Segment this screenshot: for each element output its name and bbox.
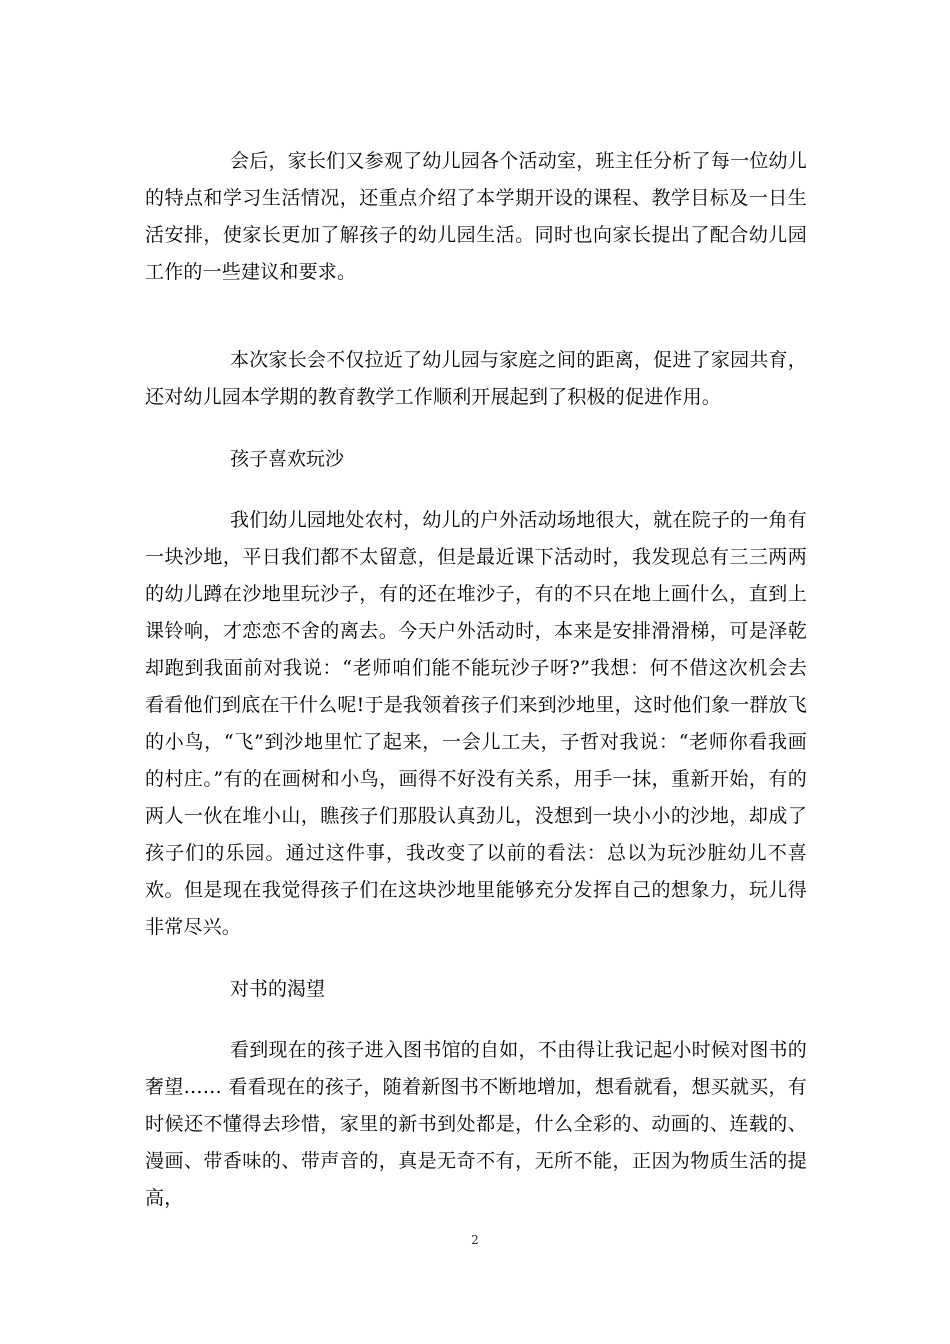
- paragraph-sand-play: 我们幼儿园地处农村，幼儿的户外活动场地很大，就在院子的一角有一块沙地，平日我们都不太留意，但是最近课下活动时，我发现总有三三两两的幼儿蹲在沙地里玩沙子，有的还在堆沙子，有的不只在地上画什么，直到上课铃响，才恋恋不舍的离去。今天户外活动时，本来是安排滑滑梯，可是泽乾却跑到我面前对我说：“老师咱们能不能玩沙子呀?”我想：何不借这次机会去看看他们到底在干什么呢!于是我领着孩子们来到沙地里，这时他们象一群放飞的小鸟，“飞”到沙地里忙了起来，一会儿工夫，子哲对我说：“老师你看我画的村庄。”有的在画树和小鸟，画得不好没有关系，用手一抹，重新开始，有的两人一伙在堆小山，瞧孩子们那股认真劲儿，没想到一块小小的沙地，却成了孩子们的乐园。通过这件事，我改变了以前的看法：总以为玩沙脏幼儿不喜欢。但是现在我觉得孩子们在这块沙地里能够充分发挥自己的想象力，玩儿得非常尽兴。: [145, 509, 807, 938]
- paragraph-spacer: [145, 1008, 807, 1032]
- paragraph-book-desire: 看到现在的孩子进入图书馆的自如，不由得让我记起小时候对图书的奢望…… 看看现在的孩子，随着新图书不断地增加，想看就看，想买就买，有时候还不懂得去珍惜，家里的新书到处都是，什么全彩的、动画的、连载的、漫画、带香味的、带声音的，真是无奇不有，无所不能，正因为物质生活的提高，: [145, 1039, 807, 1209]
- paragraph-meeting-tour: 会后，家长们又参观了幼儿园各个活动室，班主任分析了每一位幼儿的特点和学习生活情况，还重点介绍了本学期开设的课程、教学目标及一日生活安排，使家长更加了解孩子的幼儿园生活。同时也向家长提出了配合幼儿园工作的一些建议和要求。: [145, 150, 807, 283]
- paragraph-spacer: [145, 416, 807, 441]
- paragraph-meeting-summary: 本次家长会不仅拉近了幼儿园与家庭之间的距离，促进了家园共育，还对幼儿园本学期的教育教学工作顺利开展起到了积极的促进作用。: [145, 349, 807, 408]
- section-heading-book-desire: 对书的渴望: [230, 978, 326, 1000]
- section-heading-sand-play: 孩子喜欢玩沙: [230, 448, 345, 470]
- paragraph-spacer: [145, 946, 807, 971]
- page-number: 2: [471, 1233, 479, 1247]
- document-body: [145, 143, 807, 1217]
- paragraph-spacer: [145, 291, 807, 342]
- paragraph-spacer: [145, 478, 807, 502]
